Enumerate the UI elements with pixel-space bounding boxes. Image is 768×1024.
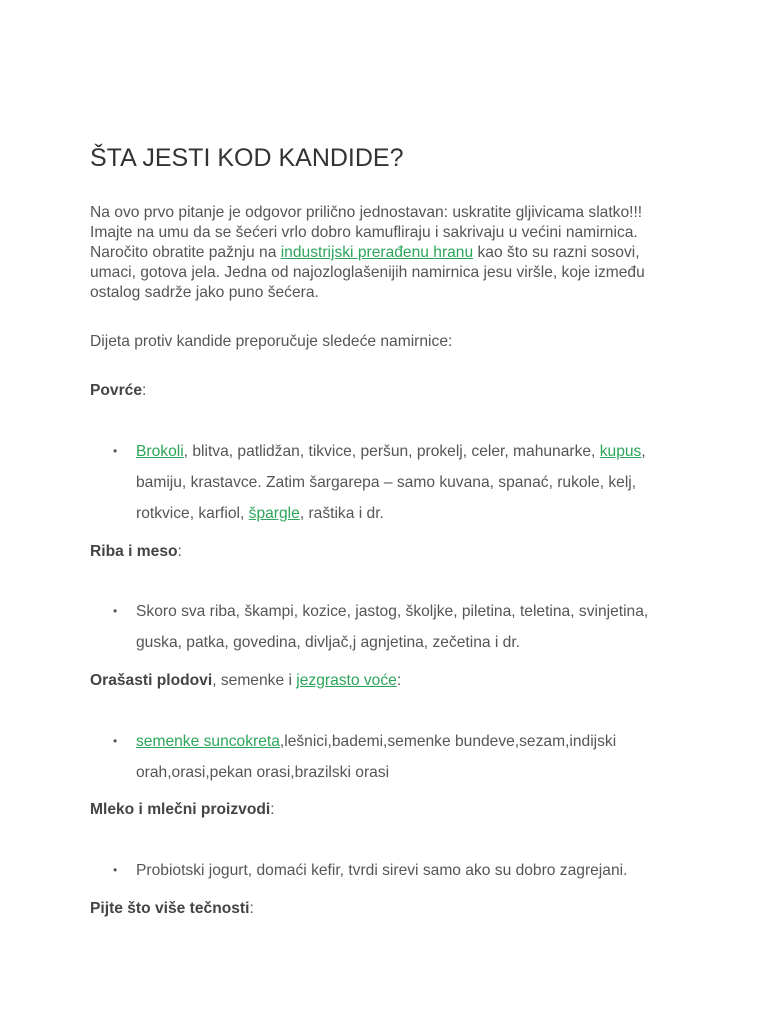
list-item — [90, 855, 690, 886]
section-heading-dairy — [90, 800, 275, 820]
link-semenke-suncokreta[interactable]: semenke suncokreta — [136, 733, 280, 750]
bullet-icon: • — [113, 863, 118, 877]
list-item — [90, 596, 690, 658]
link-industrial-food[interactable]: industrijski prerađenu hranu — [280, 244, 474, 261]
list-item — [90, 436, 690, 529]
section-label-fish-meat: Riba i meso — [90, 543, 178, 560]
intro-paragraph — [90, 203, 680, 303]
section-heading-nuts — [90, 671, 401, 691]
list-item-text: , bamiju, krastavce. Zatim šargarepa – samo kuvana, spanać, rukole, kelj, rotkvice, karfiol, — [136, 443, 646, 522]
nuts-list — [90, 726, 690, 788]
section-colon: : — [396, 672, 402, 689]
section-heading-fluids — [90, 899, 254, 919]
section-colon: : — [177, 543, 182, 560]
section-label-fluids: Pijte što više tečnosti — [90, 900, 250, 917]
section-colon: : — [270, 801, 275, 818]
list-item-text: ,lešnici,bademi,semenke bundeve,sezam,indijski orah,orasi,pekan orasi,brazilski orasi — [136, 733, 617, 781]
intro-text-part1: Na ovo prvo pitanje je odgovor prilično jednostavan: uskratite gljivicama slatko!!! Imajte na umu da se šećeri vrlo dobro kamufliraju i sakrivaju u većini namirnica. Naročito obratite pažnju na — [90, 204, 643, 261]
list-item-text: , blitva, patlidžan, tikvice, peršun, prokelj, celer, mahunarke, — [183, 443, 600, 460]
section-heading-fish-meat — [90, 542, 182, 562]
section-label-vegetables: Povrće — [90, 382, 143, 399]
link-brokoli[interactable]: Brokoli — [136, 443, 184, 460]
section-colon: : — [249, 900, 254, 917]
section-label-nuts: Orašasti plodovi — [90, 672, 213, 689]
section-colon: : — [142, 382, 147, 399]
list-item-text: Probiotski jogurt, domaći kefir, tvrdi sirevi samo ako su dobro zagrejani. — [136, 862, 628, 879]
link-spargle[interactable]: špargle — [248, 505, 300, 522]
dairy-list — [90, 855, 690, 886]
link-jezgrasto-voce[interactable]: jezgrasto voće — [296, 672, 397, 689]
vegetables-list — [90, 436, 690, 529]
bullet-icon: • — [113, 444, 118, 458]
bullet-icon: • — [113, 604, 118, 618]
fish-meat-list — [90, 596, 690, 658]
list-item-text: Skoro sva riba, škampi, kozice, jastog, školjke, piletina, teletina, svinjetina, guska, patka, govedina, divljač,j agnjetina, zečetina i dr. — [136, 603, 649, 651]
lead-paragraph: Dijeta protiv kandide preporučuje sledeće namirnice: — [90, 333, 453, 350]
intro-text-part2: kao što su razni sosovi, umaci, gotova jela. Jedna od najozloglašenijih namirnica jesu viršle, koje između ostalog sadrže jako puno šećera. — [90, 244, 645, 301]
list-item — [90, 726, 690, 788]
page-title: ŠTA JESTI KOD KANDIDE? — [90, 144, 404, 172]
section-label-dairy: Mleko i mlečni proizvodi — [90, 801, 271, 818]
section-label-mid: , semenke i — [212, 672, 297, 689]
link-kupus[interactable]: kupus — [599, 443, 642, 460]
bullet-icon: • — [113, 734, 118, 748]
list-item-text: , raštika i dr. — [299, 505, 384, 522]
section-heading-vegetables — [90, 381, 146, 401]
